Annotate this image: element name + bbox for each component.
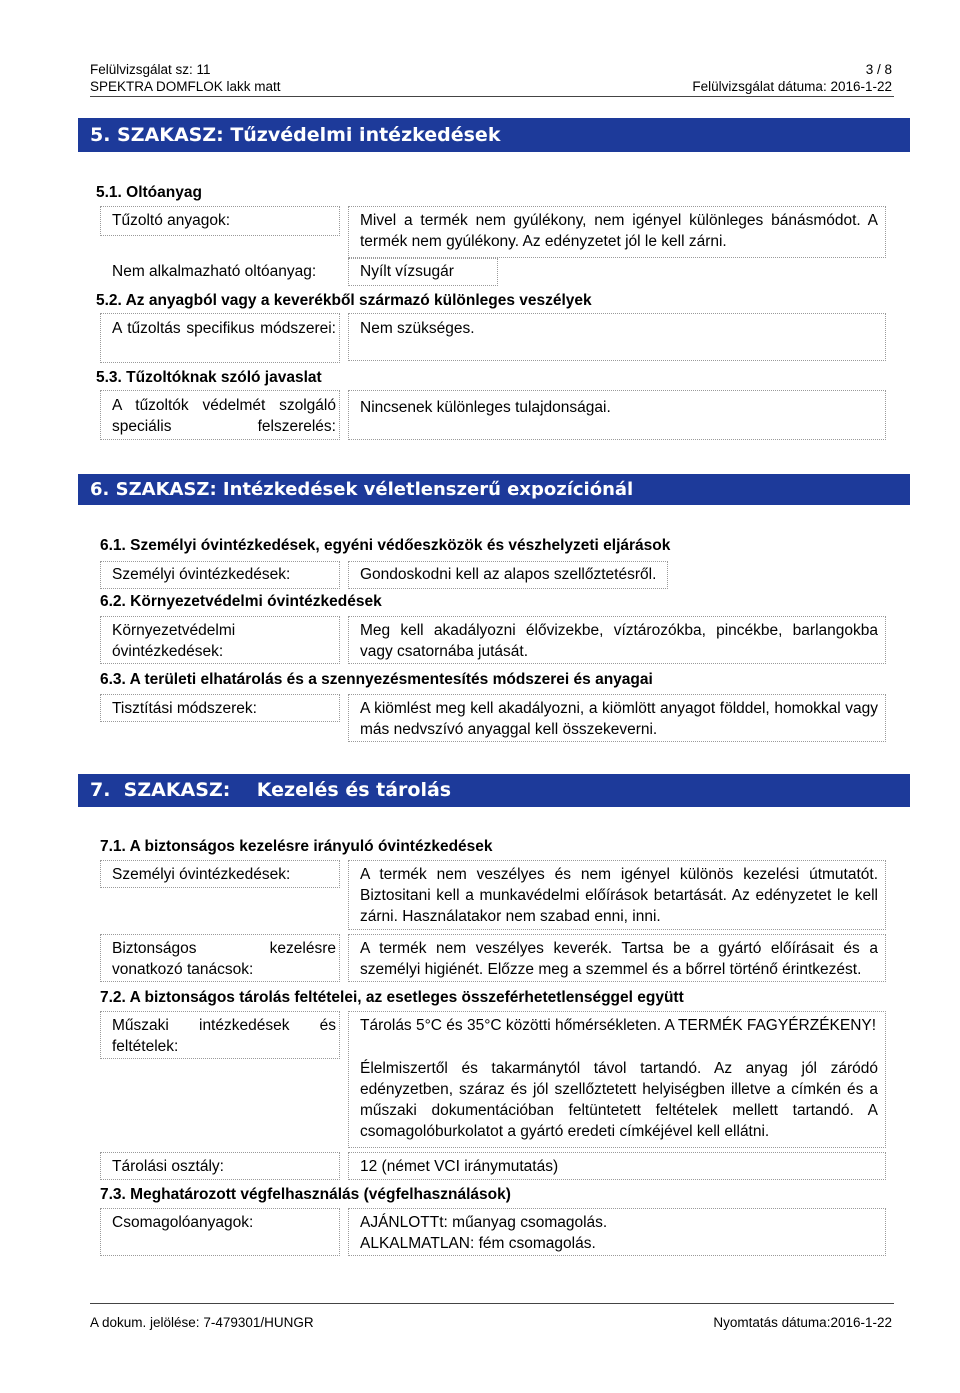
footer-divider xyxy=(90,1303,894,1304)
s5-sub1: 5.1. Oltóanyag xyxy=(96,184,202,201)
header-revision: Felülvizsgálat sz: 11 xyxy=(90,62,211,77)
s5-extinguish-label: Tűzoltó anyagok: xyxy=(112,212,231,229)
s7-safe-label-line: Biztonságos kezelésre vonatkozó tanácsok: xyxy=(112,940,336,978)
header-product: SPEKTRA DOMFLOK lakk matt xyxy=(90,79,281,94)
section-7-title-bar xyxy=(78,774,910,807)
s6-clean-value: A kiömlést meg kell akadályozni, a kiömlött anyagot földdel, homokkal vagy más nedvszívó anyaggal kell összekeverni. xyxy=(360,700,878,738)
s7-personal-label: Személyi óvintézkedések: xyxy=(112,866,291,883)
s6-sub1: 6.1. Személyi óvintézkedések, egyéni védőeszközök és vészhelyzeti eljárások xyxy=(100,537,671,554)
section-5-title: 5. SZAKASZ: Tűzvédelmi intézkedések xyxy=(90,124,501,146)
s6-sub2: 6.2. Környezetvédelmi óvintézkedések xyxy=(100,593,382,610)
header-divider xyxy=(90,96,894,97)
header-page-number: 3 / 8 xyxy=(865,62,892,77)
s7-tech-label-line: Műszaki intézkedések és feltételek: xyxy=(112,1017,336,1055)
s5-unsuitable-value: Nyílt vízsugár xyxy=(360,263,454,280)
s5-extinguish-value: Mivel a termék nem gyúlékony, nem igényel különleges bánásmódot. A termék nem gyúlékony. Az edényzetet jól le kell zárni. xyxy=(360,212,878,250)
s7-tech-value-1: Tárolás 5°C és 35°C közötti hőmérsékleten. A TERMÉK FAGYÉRZÉKENY! xyxy=(360,1017,877,1034)
section-7-title: 7. SZAKASZ: Kezelés és tárolás xyxy=(90,779,452,801)
section-6-title-bar xyxy=(78,474,910,505)
s6-personal-label: Személyi óvintézkedések: xyxy=(112,566,291,583)
s5-sub3: 5.3. Tűzoltóknak szóló javaslat xyxy=(96,369,322,386)
s5-unsuitable-label: Nem alkalmazható oltóanyag: xyxy=(112,263,317,280)
s7-sub3: 7.3. Meghatározott végfelhasználás (végfelhasználások) xyxy=(100,1186,511,1203)
s5-method-label xyxy=(112,318,336,339)
s6-personal-value: Gondoskodni kell az alapos szellőztetésről. xyxy=(360,566,657,583)
s5-method-value: Nem szükséges. xyxy=(360,320,475,337)
section-6-title: 6. SZAKASZ: Intézkedések véletlenszerű expozíciónál xyxy=(90,479,634,500)
footer-print-date: Nyomtatás dátuma:2016-1-22 xyxy=(713,1315,892,1330)
s7-tech-label xyxy=(112,1015,336,1057)
footer-doc-id: A dokum. jelölése: 7-479301/HUNGR xyxy=(90,1315,314,1330)
s7-tech-value-2: Élelmiszertől és takarmánytól távol tartandó. Az anyag jól záródó edényzetben, száraz és jól szellőztetett helyiségben illetve a címkén és a műszaki dokumentációban feltüntetett feltételek mellett tartandó. A csomagolóburkolatot a gyártó eredeti címkéjével kell ellátni. xyxy=(360,1060,878,1140)
s6-env-label: Környezetvédelmi óvintézkedések: xyxy=(112,622,236,660)
s7-pack-value-2: ALKALMATLAN: fém csomagolás. xyxy=(360,1235,596,1252)
s6-env-value: Meg kell akadályozni élővizekbe, víztározókba, pincékbe, barlangokba vagy csatornába jutását. xyxy=(360,622,878,660)
header-revision-date: Felülvizsgálat dátuma: 2016-1-22 xyxy=(692,79,892,94)
s7-pack-label: Csomagolóanyagok: xyxy=(112,1214,254,1231)
s7-pack-value-1: AJÁNLOTTt: műanyag csomagolás. xyxy=(360,1214,608,1231)
s7-sub1: 7.1. A biztonságos kezelésre irányuló óvintézkedések xyxy=(100,838,493,855)
s5-sub2: 5.2. Az anyagból vagy a keverékből származó különleges veszélyek xyxy=(96,292,592,309)
s7-safe-value: A termék nem veszélyes keverék. Tartsa be a gyártó előírásait és a személyi higiénét. Előzze meg a szemmel és a bőrrel történő érintkezést. xyxy=(360,940,878,978)
section-5-title-bar xyxy=(78,118,910,152)
s5-method-label-line: A tűzoltás specifikus módszerei: xyxy=(112,320,336,337)
s7-safe-label xyxy=(112,938,336,980)
s5-equip-label xyxy=(112,395,336,437)
s6-clean-label: Tisztítási módszerek: xyxy=(112,700,257,717)
s6-sub3: 6.3. A területi elhatárolás és a szennyezésmentesítés módszerei és anyagai xyxy=(100,671,653,688)
s7-class-value: 12 (német VCI iránymutatás) xyxy=(360,1158,559,1175)
s5-equip-value: Nincsenek különleges tulajdonságai. xyxy=(360,399,611,416)
s7-class-label: Tárolási osztály: xyxy=(112,1158,224,1175)
s7-personal-value: A termék nem veszélyes és nem igényel különös kezelési útmutatót. Biztositani kell a munkavédelmi előírások betartását. Az edényzetet le kell zárni. Használatakor nem szabad enni, inni. xyxy=(360,866,878,925)
s7-sub2: 7.2. A biztonságos tárolás feltételei, az esetleges összeférhetetlenséggel együtt xyxy=(100,989,684,1006)
s5-equip-label-line: A tűzoltók védelmét szolgáló speciális felszerelés: xyxy=(112,397,336,435)
